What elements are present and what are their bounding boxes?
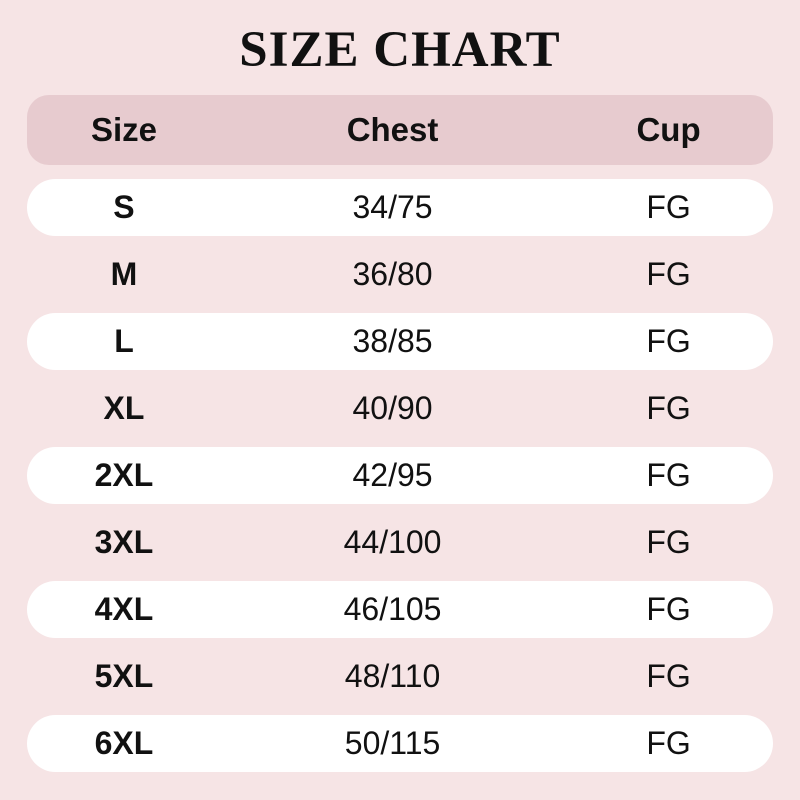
table-row — [27, 380, 773, 437]
cup-cell: FG — [646, 725, 691, 761]
size-cell: M — [110, 256, 138, 292]
chest-cell: 46/105 — [343, 591, 442, 627]
cup-cell: FG — [646, 658, 691, 694]
table-row — [27, 179, 773, 236]
page-title: SIZE CHART — [239, 22, 561, 78]
table-header-row — [27, 95, 773, 165]
cup-cell: FG — [646, 390, 691, 426]
table-row — [27, 514, 773, 571]
chest-cell: 34/75 — [352, 189, 433, 225]
cup-cell: FG — [646, 457, 691, 493]
table-row — [27, 447, 773, 504]
size-chart-table — [27, 95, 773, 772]
size-cell: 5XL — [94, 658, 154, 694]
size-cell: 4XL — [94, 591, 154, 627]
table-row — [27, 313, 773, 370]
cup-cell: FG — [646, 591, 691, 627]
size-cell: S — [113, 189, 135, 225]
chest-cell: 40/90 — [352, 390, 433, 426]
cup-cell: FG — [646, 256, 691, 292]
chest-cell: 48/110 — [344, 658, 441, 694]
column-header-size: Size — [90, 111, 157, 148]
chest-cell: 44/100 — [343, 524, 442, 560]
chest-cell: 42/95 — [352, 457, 433, 493]
size-cell: 2XL — [94, 457, 154, 493]
table-body — [27, 179, 773, 772]
table-row — [27, 715, 773, 772]
cup-cell: FG — [646, 189, 691, 225]
size-cell: L — [114, 323, 134, 359]
size-cell: XL — [103, 390, 145, 426]
size-cell: 3XL — [94, 524, 154, 560]
table-row — [27, 648, 773, 705]
chest-cell: 50/115 — [344, 725, 441, 761]
cup-cell: FG — [646, 524, 691, 560]
table-row — [27, 246, 773, 303]
cup-cell: FG — [646, 323, 691, 359]
column-header-cup: Cup — [636, 111, 701, 148]
table-row — [27, 581, 773, 638]
chest-cell: 38/85 — [352, 323, 433, 359]
column-header-chest: Chest — [346, 111, 439, 148]
chest-cell: 36/80 — [352, 256, 433, 292]
size-cell: 6XL — [94, 725, 154, 761]
